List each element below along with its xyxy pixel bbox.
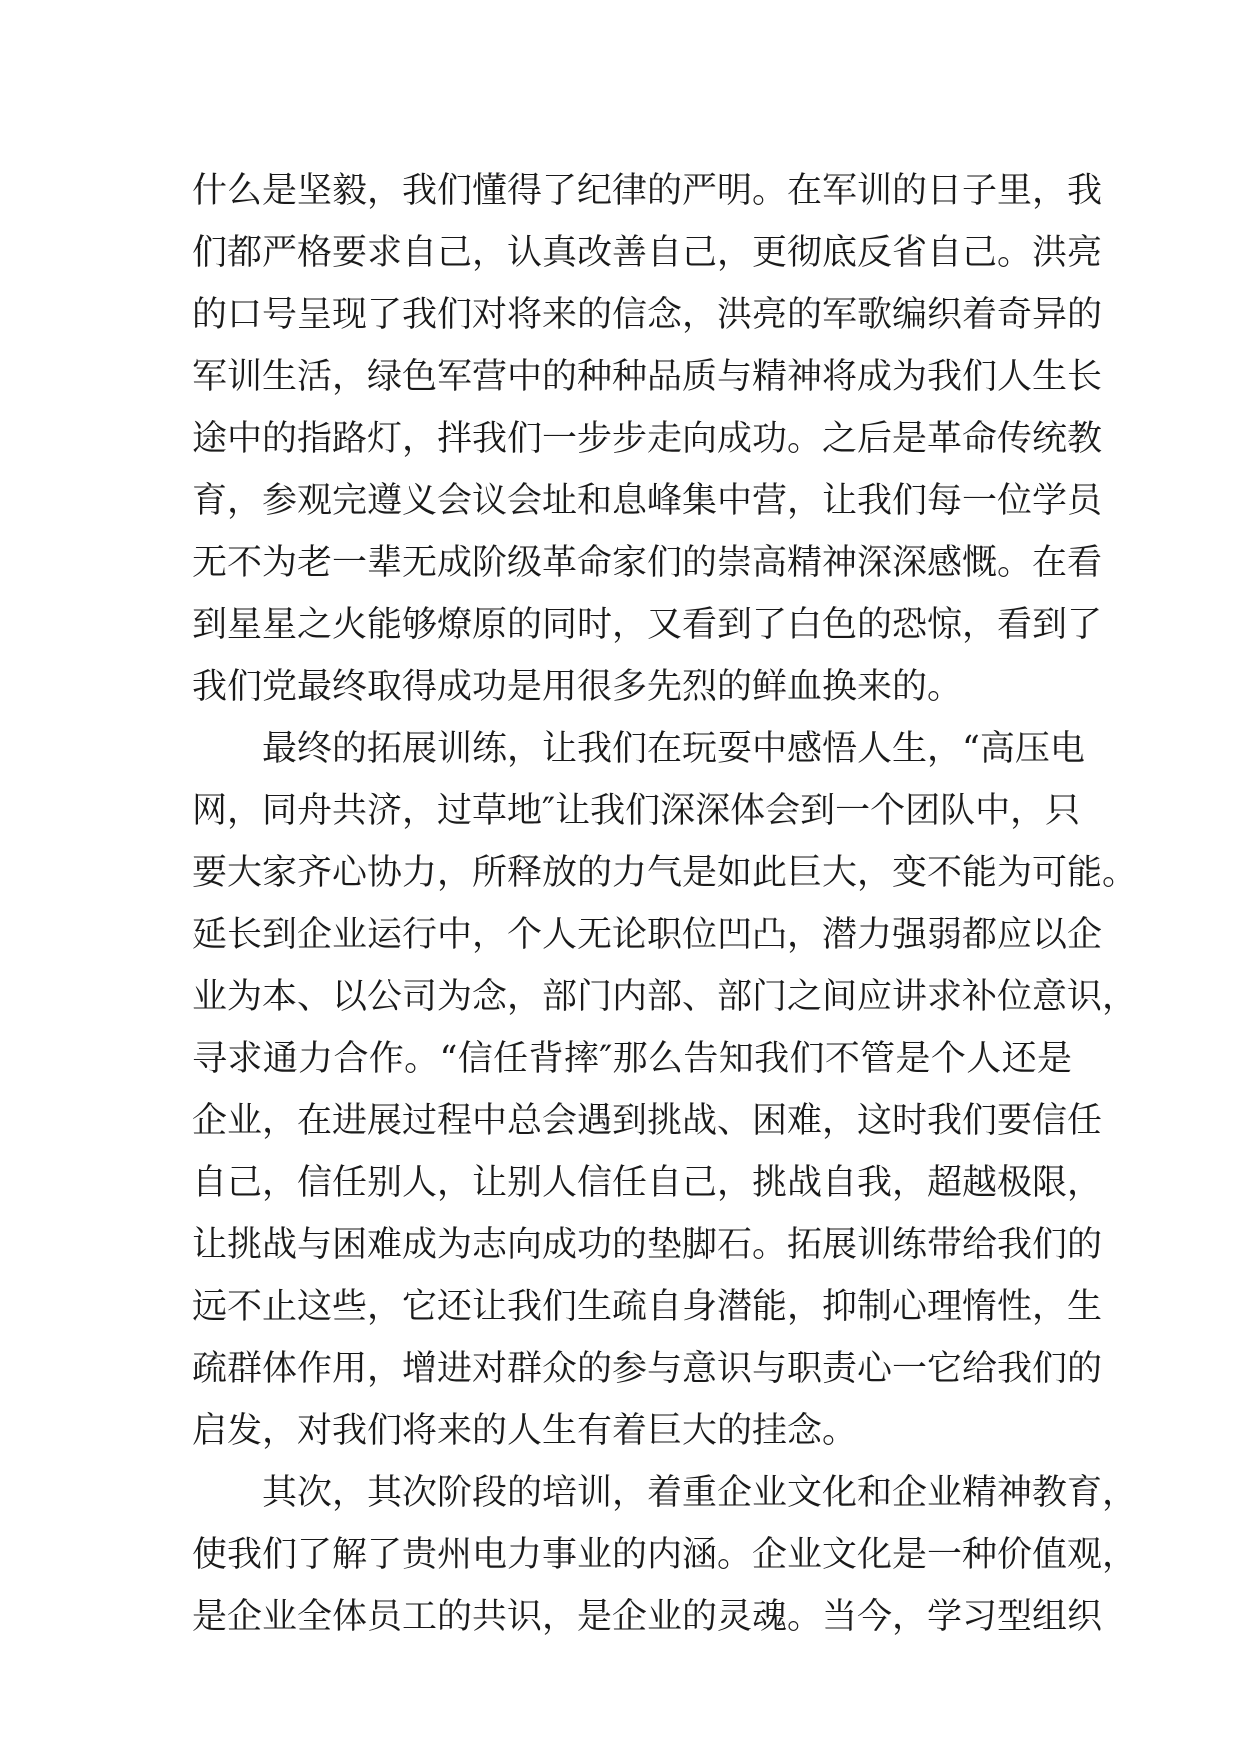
text-line: 什么是坚毅，我们懂得了纪律的严明。在军训的日子里，我 bbox=[192, 171, 1103, 211]
text-line: 远不止这些，它还让我们生疏自身潜能，抑制心理惰性，生 bbox=[192, 1287, 1103, 1327]
text-line: 企业，在进展过程中总会遇到挑战、困难，这时我们要信任 bbox=[192, 1101, 1103, 1141]
text-line: 让挑战与困难成为志向成功的垫脚石。拓展训练带给我们的 bbox=[192, 1225, 1103, 1265]
text-line: 育，参观完遵义会议会址和息峰集中营，让我们每一位学员 bbox=[192, 481, 1103, 521]
text-line: 业为本、以公司为念，部门内部、部门之间应讲求补位意识， bbox=[192, 977, 1138, 1017]
text-line: 我们党最终取得成功是用很多先烈的鲜血换来的。 bbox=[192, 667, 963, 707]
text-line: 疏群体作用，增进对群众的参与意识与职责心一它给我们的 bbox=[192, 1349, 1103, 1389]
text-line: 最终的拓展训练，让我们在玩耍中感悟人生，“高压电 bbox=[262, 729, 1085, 769]
text-line: 到星星之火能够燎原的同时，又看到了白色的恐惊，看到了 bbox=[192, 605, 1103, 645]
text-line: 使我们了解了贵州电力事业的内涵。企业文化是一种价值观， bbox=[192, 1535, 1138, 1575]
text-line: 的口号呈现了我们对将来的信念，洪亮的军歌编织着奇异的 bbox=[192, 295, 1103, 335]
text-line: 途中的指路灯，拌我们一步步走向成功。之后是革命传统教 bbox=[192, 419, 1103, 459]
text-line: 是企业全体员工的共识，是企业的灵魂。当今，学习型组织 bbox=[192, 1597, 1103, 1637]
text-line: 启发，对我们将来的人生有着巨大的挂念。 bbox=[192, 1411, 858, 1451]
text-line: 们都严格要求自己，认真改善自己，更彻底反省自己。洪亮 bbox=[192, 233, 1103, 273]
text-line: 自己，信任别人，让别人信任自己，挑战自我，超越极限， bbox=[192, 1163, 1103, 1203]
text-line: 网，同舟共济，过草地″让我们深深体会到一个团队中，只 bbox=[192, 791, 1081, 831]
text-line: 军训生活，绿色军营中的种种品质与精神将成为我们人生长 bbox=[192, 357, 1103, 397]
text-line: 寻求通力合作。“信任背摔″那么告知我们不管是个人还是 bbox=[192, 1039, 1072, 1079]
text-line: 要大家齐心协力，所释放的力气是如此巨大，变不能为可能。 bbox=[192, 853, 1138, 893]
text-line: 无不为老一辈无成阶级革命家们的崇高精神深深感慨。在看 bbox=[192, 543, 1103, 583]
body-text bbox=[192, 160, 1138, 1648]
text-line: 其次，其次阶段的培训，着重企业文化和企业精神教育， bbox=[262, 1473, 1138, 1513]
text-line: 延长到企业运行中，个人无论职位凹凸，潜力强弱都应以企 bbox=[192, 915, 1103, 955]
